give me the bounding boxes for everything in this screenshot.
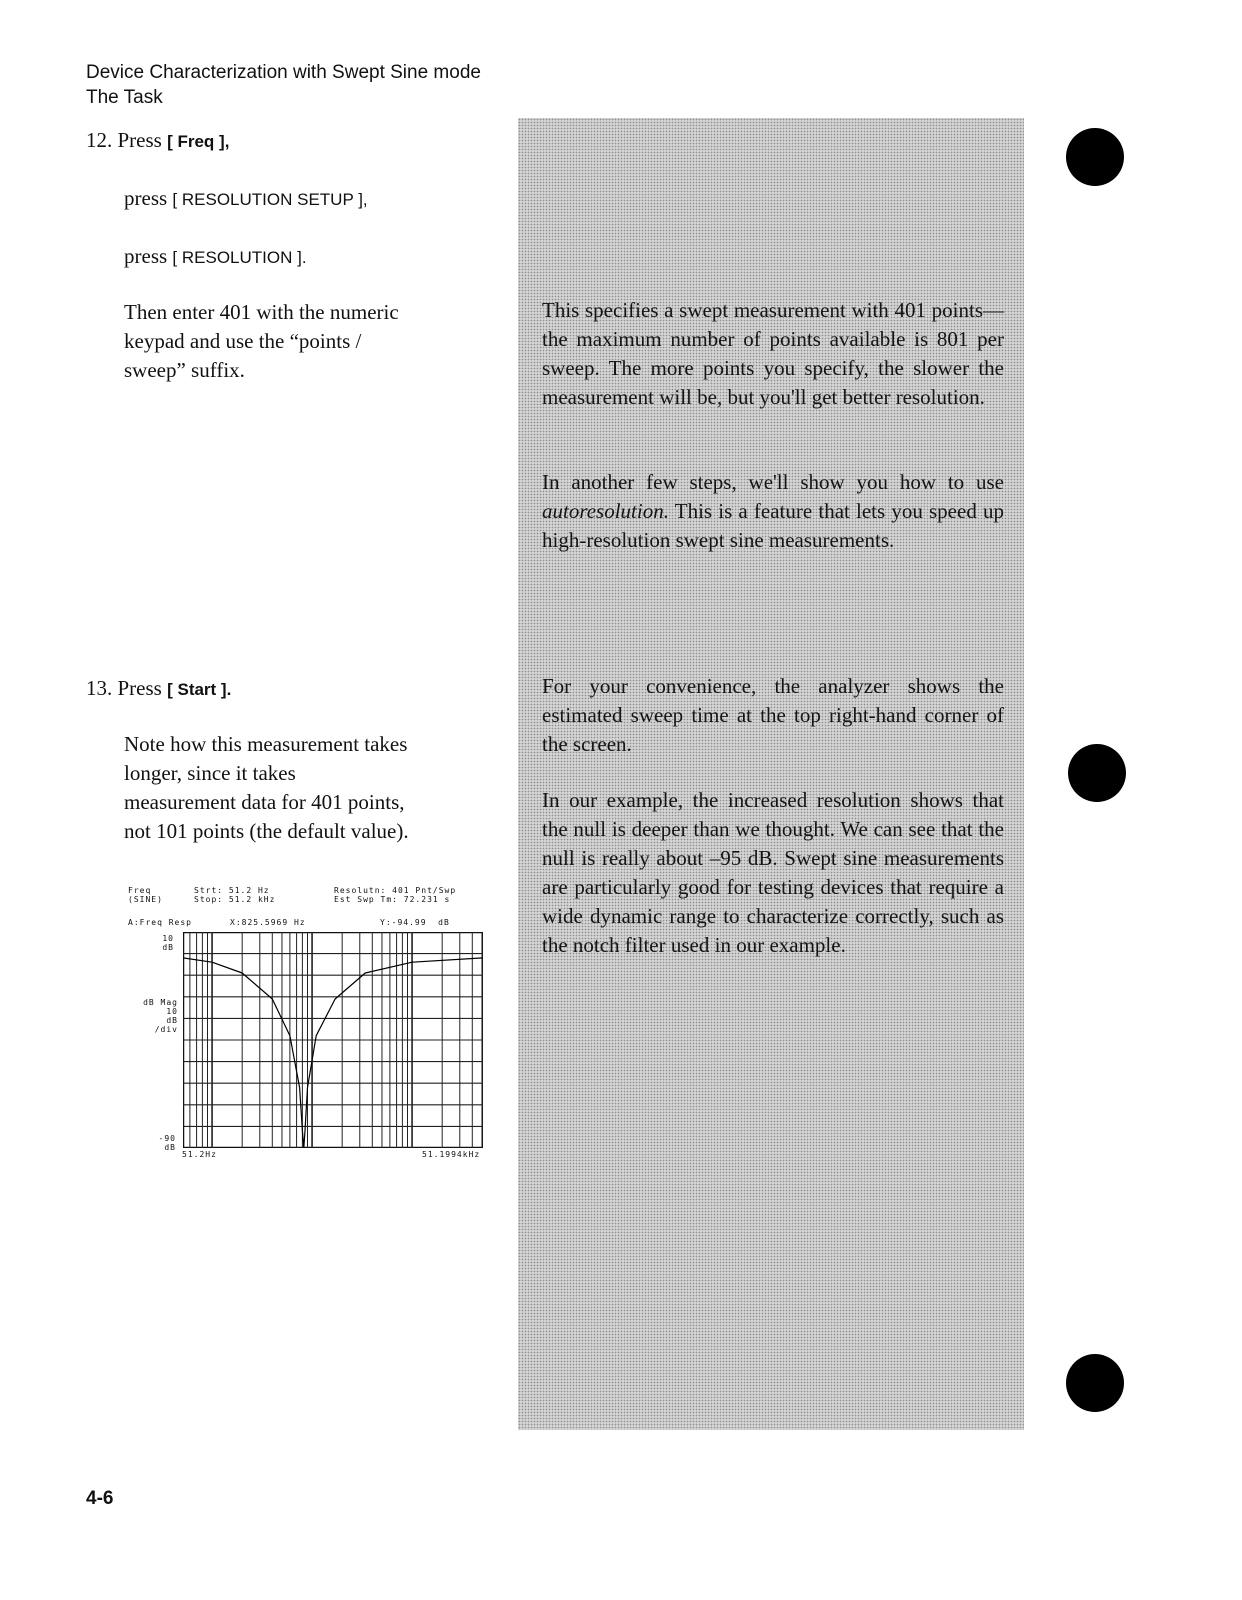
step-13-body-line: not 101 points (the default value).	[124, 819, 409, 843]
start-freq: Strt: 51.2 Hz	[194, 886, 270, 895]
page-number: 4-6	[86, 1488, 114, 1509]
x-axis-end: 51.1994kHz	[422, 1150, 481, 1159]
frequency-response-plot	[183, 932, 483, 1148]
step-13-body-line: longer, since it takes	[124, 761, 296, 785]
scale-type: dB Mag	[143, 998, 178, 1007]
x-marker-readout: X:825.5969 Hz	[230, 918, 306, 927]
note-autoresolution-post: This is a feature that lets you speed up high-resolution swept sine measurements.	[542, 499, 1004, 552]
note-sweep-time	[542, 672, 1004, 759]
step-13-title	[86, 674, 231, 704]
chapter-title: Device Characterization with Swept Sine mode	[86, 62, 481, 83]
sidebar-notes	[518, 118, 1024, 1430]
step-12-line-3	[124, 242, 307, 272]
step-13-body-line: measurement data for 401 points,	[124, 790, 405, 814]
stop-freq: Stop: 51.2 kHz	[194, 895, 276, 904]
top-ref-unit: dB	[162, 943, 174, 952]
step-12-body-line: keypad and use the “points /	[124, 329, 362, 353]
section-title: The Task	[86, 87, 163, 108]
step-12-body-line: sweep” suffix.	[124, 358, 245, 382]
step-12-prefix: 12. Press	[86, 128, 162, 152]
step-13-prefix: 13. Press	[86, 676, 162, 700]
x-axis-start: 51.2Hz	[182, 1150, 217, 1159]
note-autoresolution-text	[542, 468, 1004, 555]
binder-hole	[1068, 744, 1126, 802]
running-header	[86, 60, 481, 110]
step-12-title	[86, 126, 229, 156]
resolution-readout: Resolutn: 401 Pnt/Swp	[334, 886, 457, 895]
top-ref-value: 10	[162, 934, 174, 943]
note-null-depth-text: In our example, the increased resolution shows that the null is deeper than we thought. We can see that the null is really about –95 dB. Swept sine measurements are particularly good for testing devices that require a wide dynamic range to characterize correctly, such as the notch filter used in our example.	[542, 788, 1004, 957]
step-12-line-2-prefix: press	[124, 186, 168, 210]
step-12-body	[124, 298, 399, 385]
note-sweep-time-text: For your convenience, the analyzer shows the estimated sweep time at the top right-hand corner of the screen.	[542, 674, 1004, 756]
resolution-setup-key: [ RESOLUTION SETUP ],	[172, 190, 368, 209]
sweep-time-readout: Est Swp Tm: 72.231 s	[334, 895, 451, 904]
note-null-depth	[542, 786, 1004, 960]
binder-hole	[1066, 1354, 1124, 1412]
autoresolution-term: autoresolution.	[542, 499, 669, 523]
note-resolution-text: This specifies a swept measurement with 401 points—the maximum number of points available is 801 per sweep. The more points you specify, the slower the measurement will be, but you'll get better resolution.	[542, 298, 1004, 409]
meas-mode-top: Freq	[128, 886, 152, 895]
note-autoresolution	[542, 468, 1004, 555]
note-resolution	[542, 296, 1004, 412]
step-13-body-line: Note how this measurement takes	[124, 732, 408, 756]
scale-value: 10	[166, 1007, 178, 1016]
bottom-ref-value: -90	[158, 1134, 176, 1143]
scale-unit: dB	[166, 1016, 178, 1025]
step-12-line-2	[124, 184, 368, 214]
step-12-body-line: Then enter 401 with the numeric	[124, 300, 399, 324]
start-key: [ Start ].	[167, 680, 232, 699]
scale-per-div: /div	[154, 1025, 178, 1034]
resolution-key: [ RESOLUTION ].	[172, 248, 307, 267]
note-autoresolution-pre: In another few steps, we'll show you how to use	[542, 470, 1004, 494]
bottom-ref-unit: dB	[164, 1143, 176, 1152]
step-13-body	[124, 730, 409, 846]
freq-key: [ Freq ],	[167, 132, 230, 151]
trace-label: A:Freq Resp	[128, 918, 192, 927]
trace-line-0	[183, 958, 483, 1148]
step-12-line-3-prefix: press	[124, 244, 168, 268]
y-marker-readout: Y:-94.99 dB	[380, 918, 450, 927]
binder-hole	[1066, 128, 1124, 186]
meas-mode-bottom: (SINE)	[128, 895, 163, 904]
